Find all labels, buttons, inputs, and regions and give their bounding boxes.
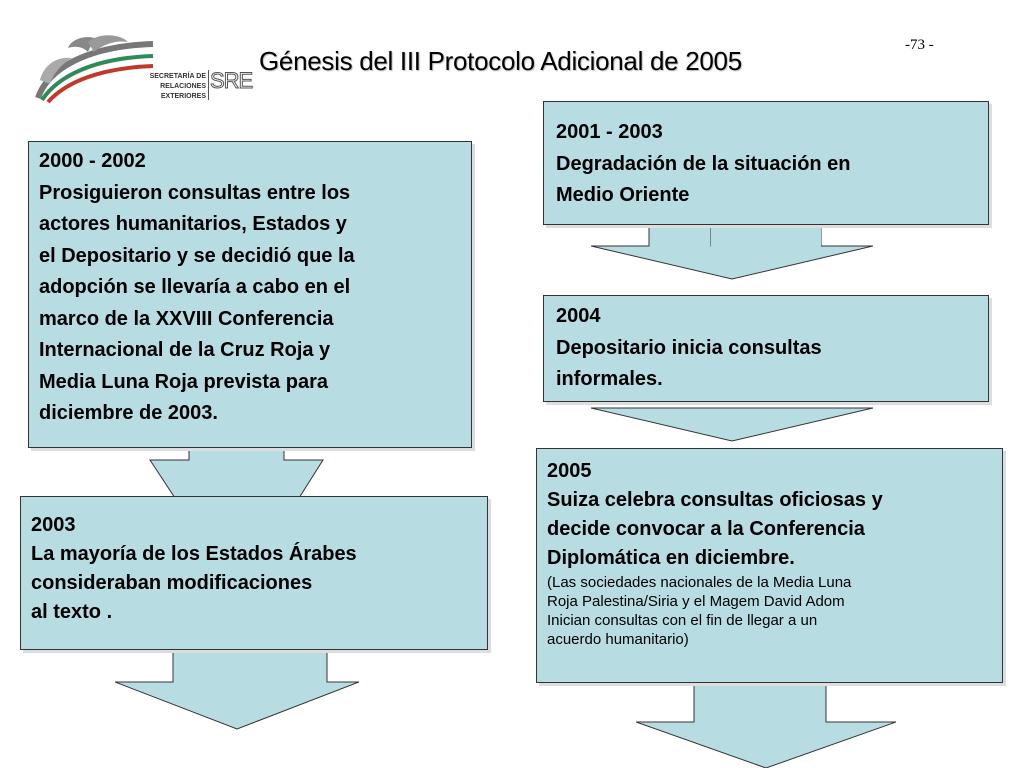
- box-note-line: (Las sociedades nacionales de la Media Luna: [547, 574, 852, 591]
- box-year: 2003: [31, 514, 76, 536]
- down-arrow-icon: [147, 446, 327, 498]
- page-number: -73 -: [905, 37, 934, 53]
- logo-divider: [208, 70, 209, 100]
- box-line: adopción se llevaría a cabo en el: [39, 276, 351, 298]
- logo-abbr: SRE: [210, 68, 253, 93]
- timeline-box-2001-2003: [543, 101, 989, 225]
- box-line: consideraban modificaciones: [31, 572, 313, 594]
- box-line: al texto .: [31, 601, 113, 623]
- sre-logo: [28, 28, 253, 104]
- slide-title: Génesis del III Protocolo Adicional de 2005: [259, 46, 742, 76]
- box-note-line: Roja Palestina/Siria y el Magem David Adom: [547, 593, 845, 610]
- box-year: 2004: [556, 305, 601, 327]
- timeline-box-2004: [543, 295, 989, 402]
- down-arrow-icon: [115, 648, 359, 730]
- box-line: Depositario inicia consultas: [556, 336, 822, 359]
- box-line: marco de la XXVIII Conferencia: [39, 307, 334, 330]
- box-note-line: Inician consultas con el fin de llegar a un: [547, 612, 818, 629]
- box-year: 2000 - 2002: [39, 150, 146, 172]
- logo-line: EXTERIORES: [160, 93, 206, 100]
- timeline-box-2000-2002: [28, 141, 472, 448]
- down-arrow-icon: [591, 224, 873, 280]
- logo-line: SECRETARÍA DE: [149, 73, 206, 80]
- box-line: Medio Oriente: [556, 184, 690, 206]
- logo-line: RELACIONES: [160, 83, 206, 90]
- box-line: Prosiguieron consultas entre los: [39, 181, 351, 204]
- down-arrow-icon: [636, 682, 896, 768]
- box-line: Internacional de la Cruz Roja y: [39, 339, 331, 361]
- timeline-box-2003: [20, 496, 488, 650]
- logo-text: [128, 72, 206, 102]
- box-line: Degradación de la situación en: [556, 152, 851, 175]
- timeline-box-2005: [536, 448, 1003, 683]
- box-year: 2005: [547, 460, 592, 482]
- box-year: 2001 - 2003: [556, 121, 663, 143]
- down-arrow-icon: [591, 400, 873, 442]
- box-line: La mayoría de los Estados Árabes: [31, 543, 357, 565]
- box-line: el Depositario y se decidió que la: [39, 244, 355, 267]
- box-line: diciembre de 2003.: [39, 402, 218, 424]
- box-note-line: acuerdo humanitario): [547, 631, 689, 648]
- box-line: actores humanitarios, Estados y: [39, 213, 347, 235]
- box-line: Suiza celebra consultas oficiosas y: [547, 489, 883, 511]
- box-line: decide convocar a la Conferencia: [547, 518, 865, 540]
- box-line: Media Luna Roja prevista para: [39, 370, 328, 393]
- box-line: informales.: [556, 368, 663, 390]
- box-line: Diplomática en diciembre.: [547, 547, 795, 569]
